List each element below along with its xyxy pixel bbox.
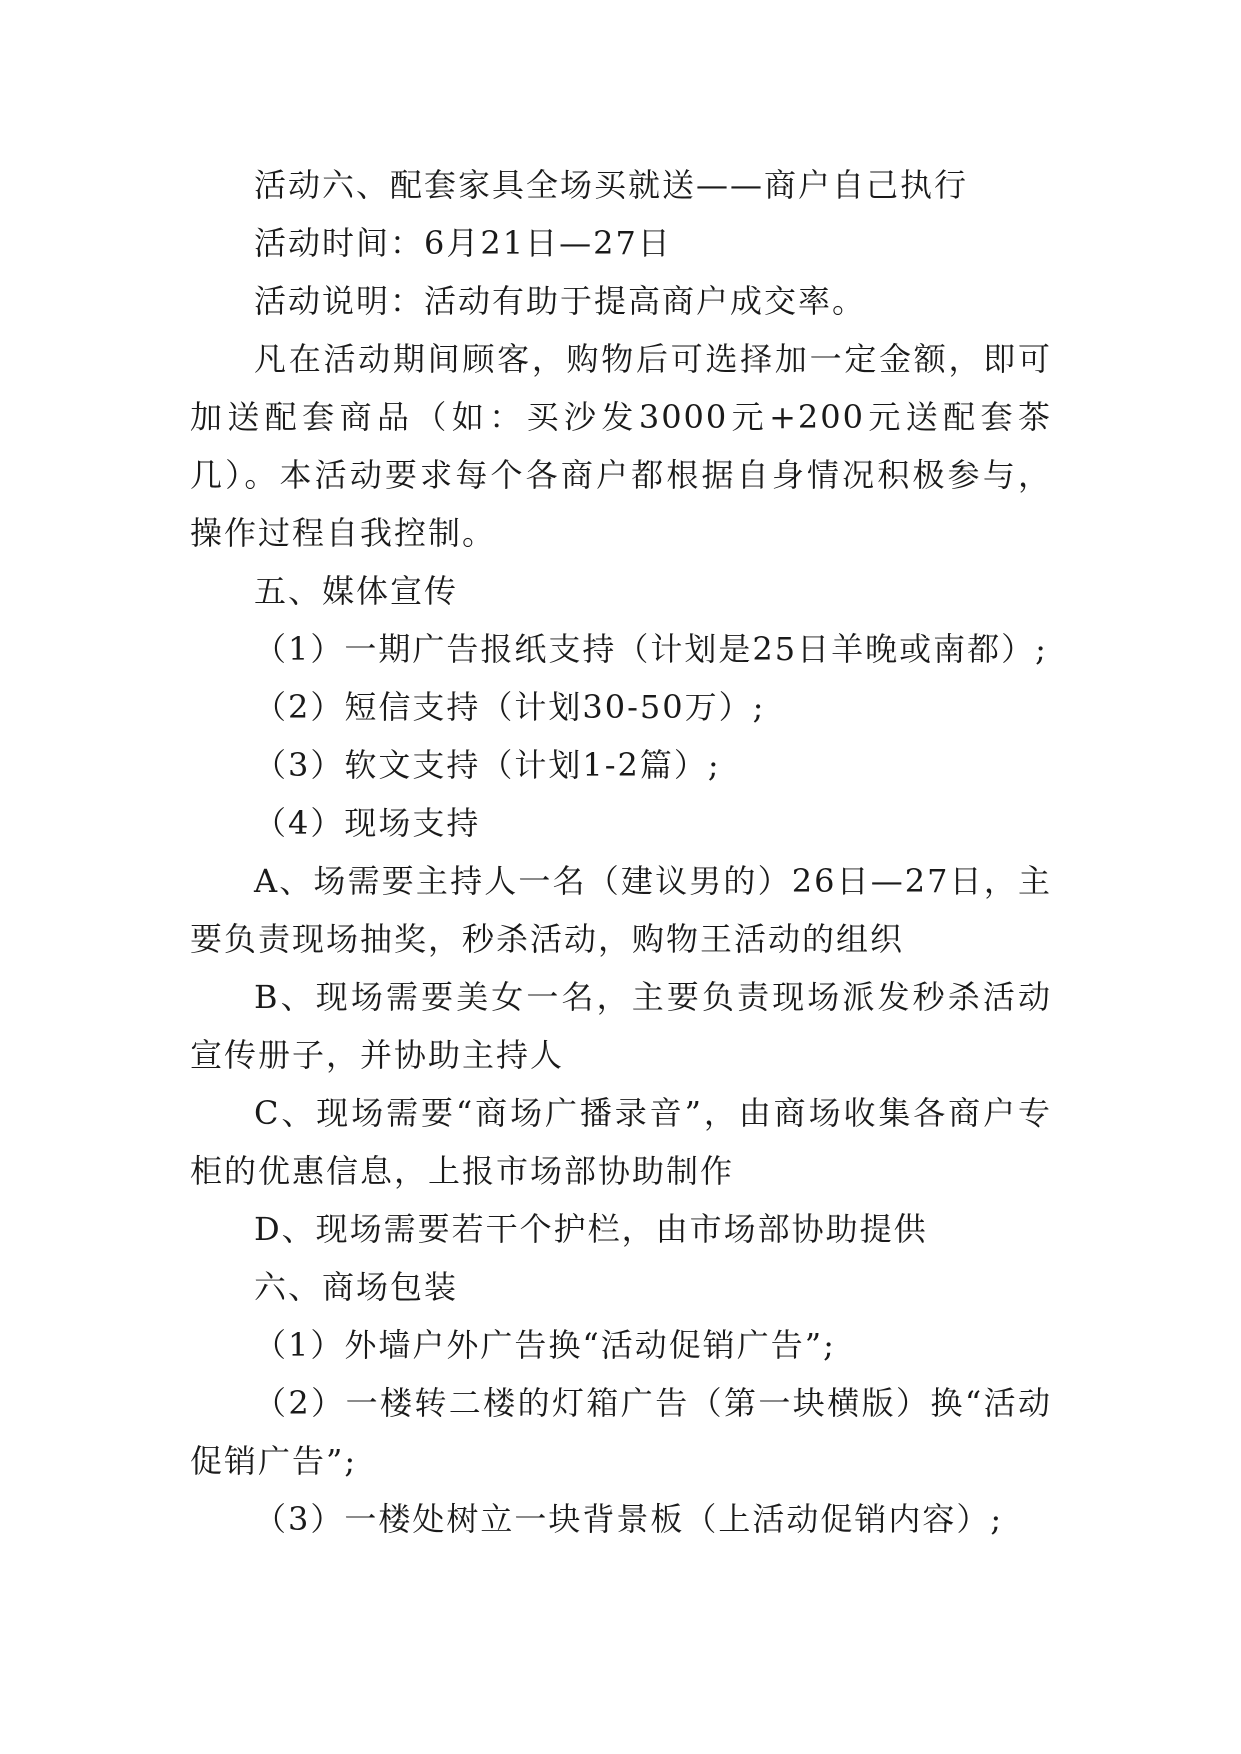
paragraph: 凡在活动期间顾客，购物后可选择加一定金额，即可加送配套商品（如：买沙发3000元+200元送配套茶几）。本活动要求每个各商户都根据自身情况积极参与，操作过程自我控制。	[190, 340, 1052, 552]
list-item: （1）外墙户外广告换“活动促销广告”;	[254, 1326, 836, 1364]
paragraph: B、现场需要美女一名，主要负责现场派发秒杀活动宣传册子，并协助主持人	[190, 978, 1052, 1074]
paragraph: 活动时间：6月21日—27日	[254, 224, 672, 262]
list-item: （4）现场支持	[254, 804, 481, 842]
paragraph: D、现场需要若干个护栏，由市场部协助提供	[254, 1210, 928, 1248]
section-heading: 六、商场包装	[254, 1268, 459, 1306]
paragraph: 活动六、配套家具全场买就送——商户自己执行	[254, 166, 969, 204]
section-heading: 五、媒体宣传	[254, 572, 459, 610]
list-item: （3）软文支持（计划1-2篇）;	[254, 746, 721, 784]
document-body	[190, 156, 1052, 1548]
paragraph: A、场需要主持人一名（建议男的）26日—27日，主要负责现场抽奖，秒杀活动，购物王活动的组织	[190, 862, 1052, 958]
list-item: （1）一期广告报纸支持（计划是25日羊晚或南都）;	[254, 630, 1048, 668]
list-item: （2）短信支持（计划30-50万）;	[254, 688, 766, 726]
paragraph: 活动说明：活动有助于提高商户成交率。	[254, 282, 867, 320]
list-item: （2）一楼转二楼的灯箱广告（第一块横版）换“活动促销广告”;	[190, 1384, 1052, 1480]
paragraph: C、现场需要“商场广播录音”，由商场收集各商户专柜的优惠信息，上报市场部协助制作	[190, 1094, 1052, 1190]
list-item: （3）一楼处树立一块背景板（上活动促销内容）;	[254, 1500, 1004, 1538]
